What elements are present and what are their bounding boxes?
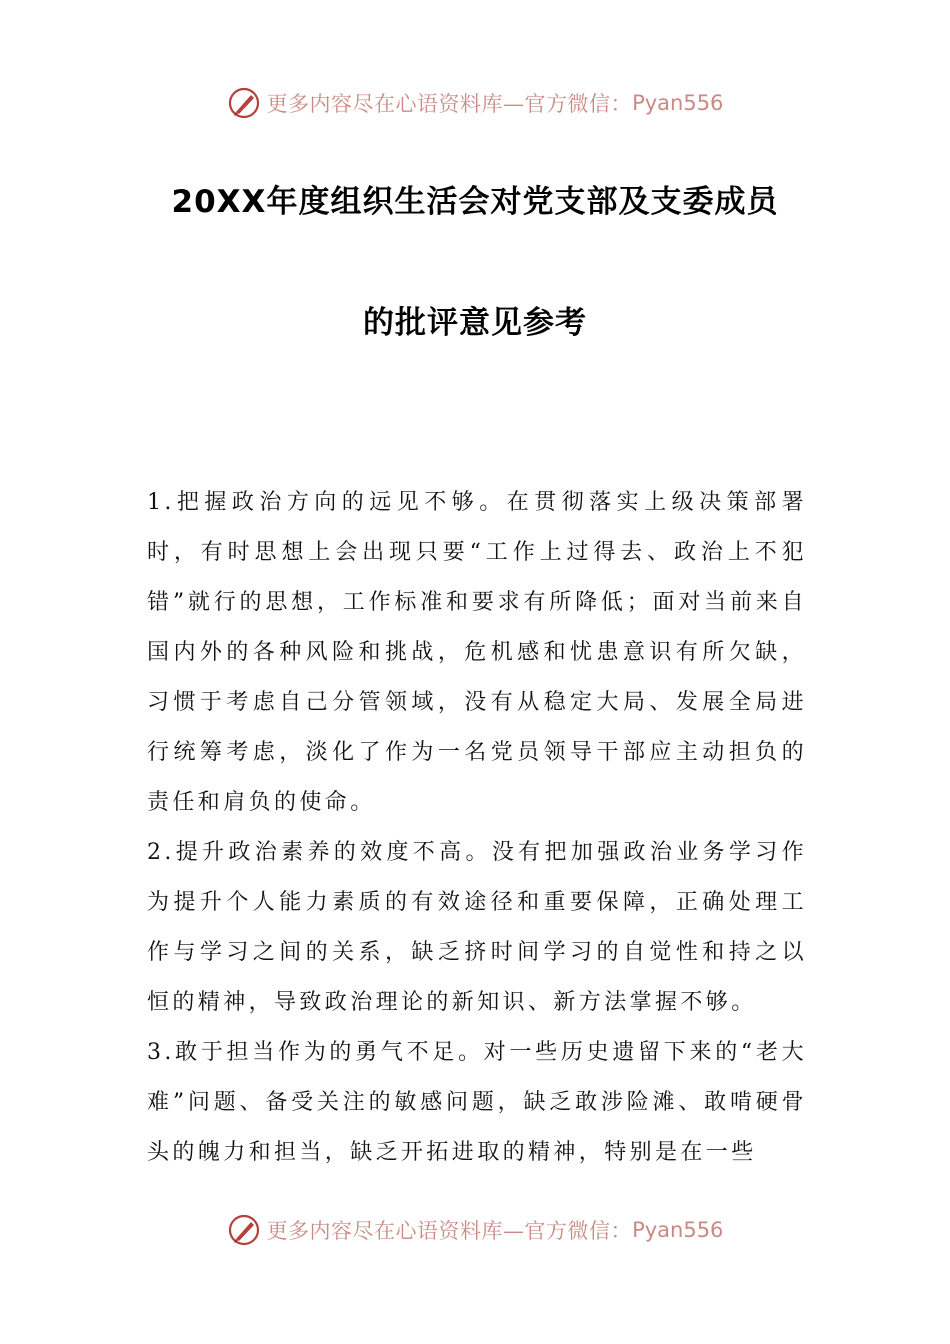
document-title-line2: 的批评意见参考 (363, 305, 587, 341)
paragraph-1: 1.把握政治方向的远见不够。在贯彻落实上级决策部署时，有时思想上会出现只要“工作上过得去、政治上不犯错”就行的思想，工作标准和要求有所降低；面对当前来自国内外的各种风险和挑战，危机感和忧患意识有所欠缺，习惯于考虑自己分管领域，没有从稳定大局、发展全局进行统筹考虑，淡化了作为一名党员领导干部应主动担负的责任和肩负的使命。 (147, 490, 807, 815)
wechat-id: Pyan556 (632, 1218, 724, 1242)
document-body (147, 478, 807, 1178)
paragraph-2: 2.提升政治素养的效度不高。没有把加强政治业务学习作为提升个人能力素质的有效途径和重要保障，正确处理工作与学习之间的关系，缺乏挤时间学习的自觉性和持之以恒的精神，导致政治理论的新知识、新方法掌握不够。 (147, 840, 807, 1015)
footer-watermark-banner (0, 1210, 950, 1250)
watermark-text: 更多内容尽在心语资料库—官方微信： (266, 1219, 633, 1243)
pen-logo-icon (227, 1213, 261, 1247)
document-title-line1: 20XX年度组织生活会对党支部及支委成员 (171, 184, 779, 220)
watermark-text: 更多内容尽在心语资料库—官方微信： (266, 92, 633, 116)
pen-logo-icon (227, 86, 261, 120)
header-watermark-banner (0, 83, 950, 123)
paragraph-3: 3.敢于担当作为的勇气不足。对一些历史遗留下来的“老大难”问题、备受关注的敏感问题，缺乏敢涉险滩、敢啃硬骨头的魄力和担当，缺乏开拓进取的精神，特别是在一些 (147, 1040, 807, 1165)
wechat-id: Pyan556 (632, 91, 724, 115)
